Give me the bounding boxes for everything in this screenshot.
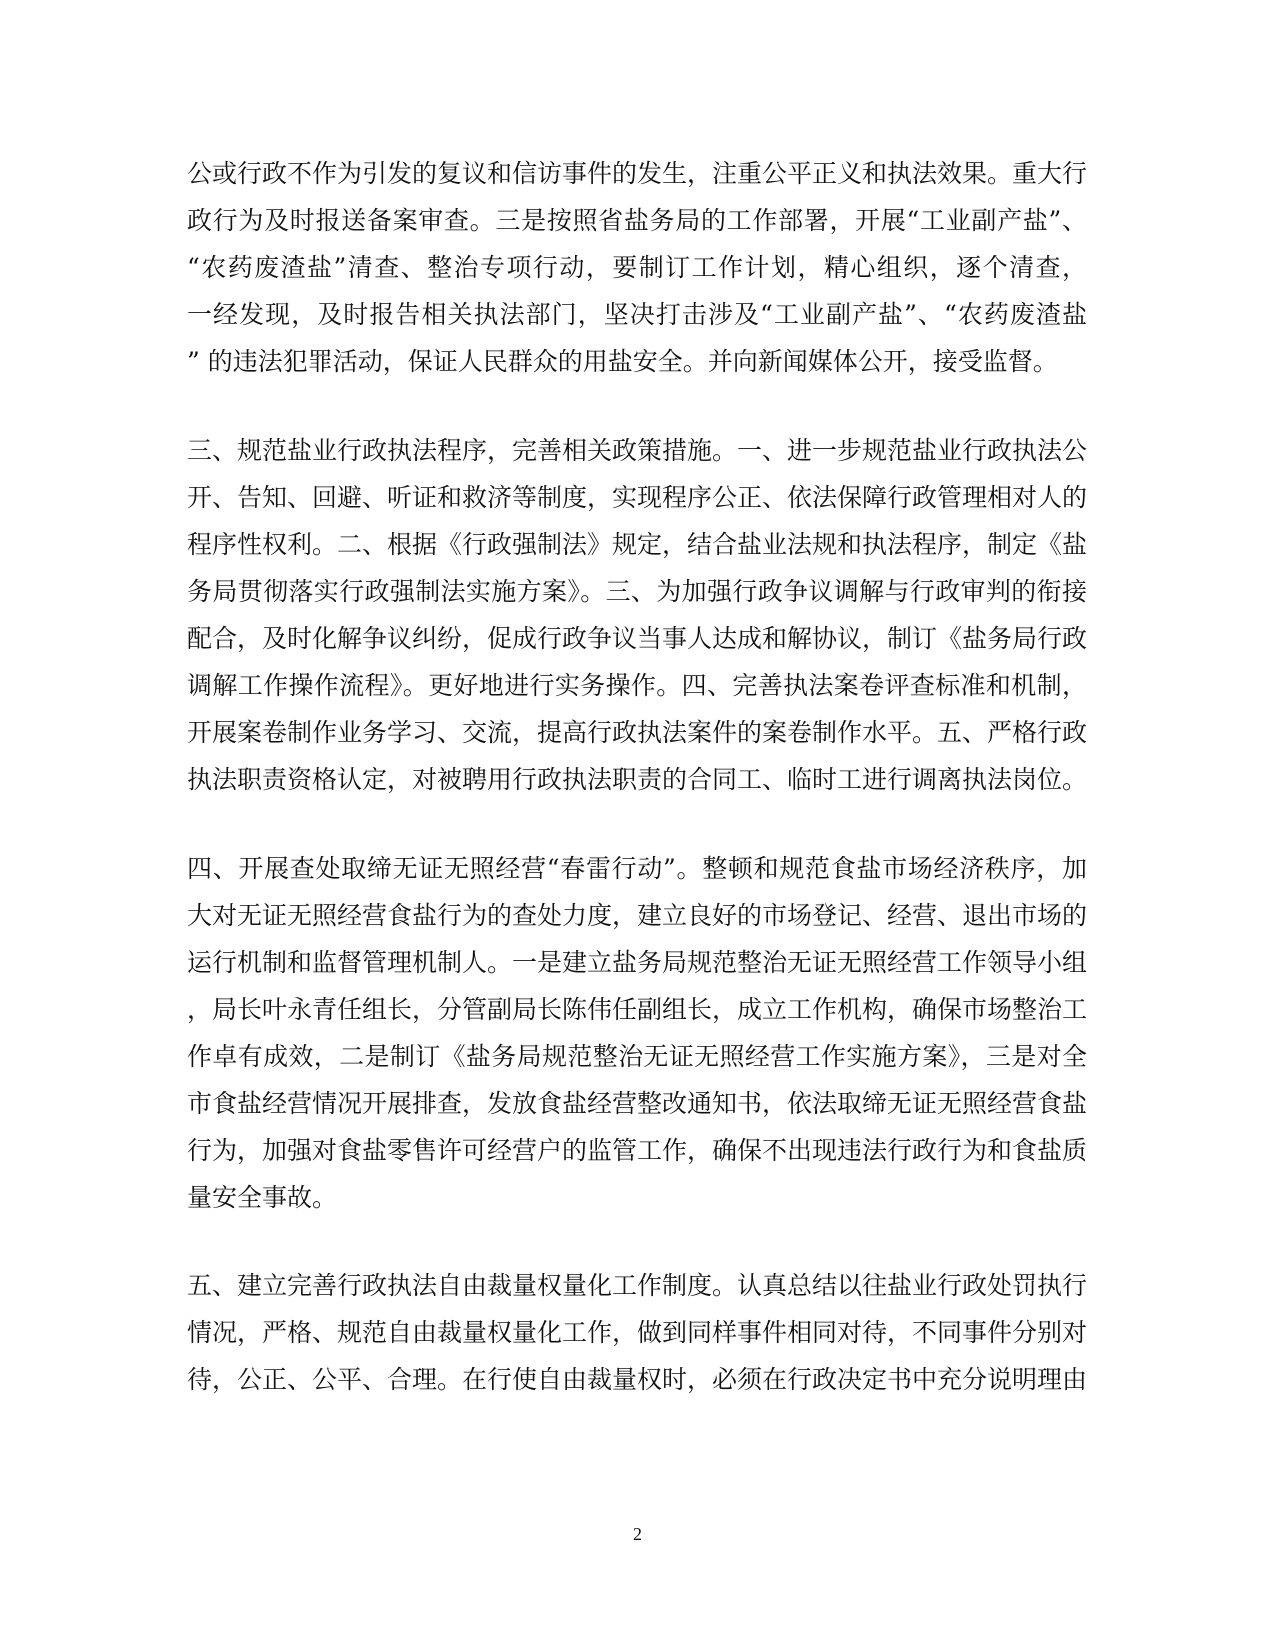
page-number: 2: [633, 1524, 642, 1544]
text-line: 运行机制和监督管理机制人。一是建立盐务局规范整治无证无照经营工作领导小组: [187, 948, 1088, 977]
text-line: 一经发现，及时报告相关执法部门，坚决打击涉及“工业副产盐”、“农药废渣盐: [187, 300, 1087, 329]
text-line: 作卓有成效，二是制订《盐务局规范整治无证无照经营工作实施方案》，三是对全: [187, 1042, 1087, 1071]
text-line: 开、告知、回避、听证和救济等制度，实现程序公正、依法保障行政管理相对人的: [187, 483, 1088, 512]
text-line: 待，公正、公平、合理。在行使自由裁量权时，必须在行政决定书中充分说明理由: [187, 1365, 1088, 1394]
text-line: 程序性权利。二、根据《行政强制法》规定，结合盐业法规和执法程序，制定《盐: [187, 530, 1088, 559]
text-line: 政行为及时报送备案审查。三是按照省盐务局的工作部署，开展“工业副产盐”、: [187, 206, 1087, 235]
text-line: 量安全事故。: [187, 1183, 338, 1212]
paragraph-section-four: [187, 845, 1087, 1221]
text-line: 行为，加强对食盐零售许可经营户的监管工作，确保不出现违法行政行为和食盐质: [187, 1136, 1088, 1165]
text-line: 情况，严格、规范自由裁量权量化工作，做到同样事件相同对待，不同事件分别对: [187, 1318, 1088, 1347]
text-line: 四、开展查处取缔无证无照经营“春雷行动”。整顿和规范食盐市场经济秩序，加: [187, 854, 1087, 883]
paragraph-section-three: [187, 427, 1087, 803]
text-line: 执法职责资格认定，对被聘用行政执法职责的合同工、临时工进行调离执法岗位。: [187, 765, 1088, 794]
text-line: 开展案卷制作业务学习、交流，提高行政执法案件的案卷制作水平。五、严格行政: [187, 718, 1088, 747]
text-line: ” 的违法犯罪活动，保证人民群众的用盐安全。并向新闻媒体公开，接受监督。: [187, 347, 1058, 376]
text-line: ，局长叶永青任组长，分管副局长陈伟任副组长，成立工作机构，确保市场整治工: [187, 995, 1088, 1024]
text-line: “农药废渣盐”清查、整治专项行动，要制订工作计划，精心组织，逐个清查，: [187, 253, 1087, 282]
text-line: 调解工作操作流程》。更好地进行实务操作。四、完善执法案卷评查标准和机制，: [187, 671, 1087, 700]
text-line: 市食盐经营情况开展排查，发放食盐经营整改通知书，依法取缔无证无照经营食盐: [187, 1089, 1088, 1118]
text-line: 大对无证无照经营食盐行为的查处力度，建立良好的市场登记、经营、退出市场的: [187, 901, 1088, 930]
paragraph-continuation: [187, 150, 1087, 385]
text-line: 务局贯彻落实行政强制法实施方案》。三、为加强行政争议调解与行政审判的衔接: [187, 577, 1087, 606]
paragraph-section-five: [187, 1262, 1087, 1403]
text-line: 配合，及时化解争议纠纷，促成行政争议当事人达成和解协议，制订《盐务局行政: [187, 624, 1088, 653]
text-line: 三、规范盐业行政执法程序，完善相关政策措施。一、进一步规范盐业行政执法公: [187, 436, 1088, 465]
text-line: 公或行政不作为引发的复议和信访事件的发生，注重公平正义和执法效果。重大行: [187, 159, 1088, 188]
text-line: 五、建立完善行政执法自由裁量权量化工作制度。认真总结以往盐业行政处罚执行: [187, 1271, 1088, 1300]
